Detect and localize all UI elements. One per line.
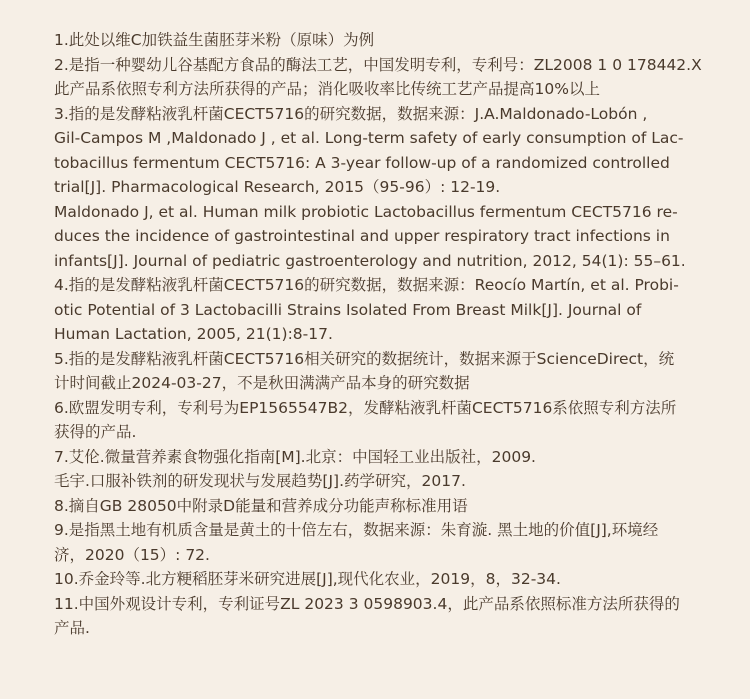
note-line: 6.欧盟发明专利，专利号为EP1565547B2，发酵粘液乳杆菌CECT5716系依照专利方法所 [54,398,677,417]
note-line: 计时间截止2024-03-27，不是秋田满满产品本身的研究数据 [54,374,470,392]
note-line: 2.是指一种婴幼儿谷基配方食品的酶法工艺，中国发明专利，专利号：ZL2008 1 0 178442.X [54,55,702,74]
note-line: 毛宇.口服补铁剂的研发现状与发展趋势[J].药学研究，2017. [54,472,466,490]
note-line: 10.乔金玲等.北方粳稻胚芽米研究进展[J],现代化农业，2019，8，32-34. [54,570,561,588]
note-line: trial[J]. Pharmacological Research, 2015（95-96）: 12-19. [54,178,501,196]
note-line: Human Lactation, 2005, 21(1):8-17. [54,325,333,343]
note-line: infants[J]. Journal of pediatric gastroenterology and nutrition, 2012, 54(1): 55–61. [54,251,686,270]
note-line: 7.艾伦.微量营养素食物强化指南[M].北京：中国轻工业出版社，2009. [54,447,536,466]
note-line: 此产品系依照专利方法所获得的产品；消化吸收率比传统工艺产品提高10%以上 [54,80,600,98]
note-line: otic Potential of 3 Lactobacilli Strains Isolated From Breast Milk[J]. Journal of [54,300,642,319]
note-line: 4.指的是发酵粘液乳杆菌CECT5716的研究数据，数据来源：Reocío Martín, et al. Probi- [54,276,679,294]
note-line: 产品. [54,619,90,637]
note-line: Gil-Campos M ,Maldonado J , et al. Long-term safety of early consumption of Lac- [54,129,684,147]
note-line: 3.指的是发酵粘液乳杆菌CECT5716的研究数据，数据来源：J.A.Maldonado-Lobón , [54,104,648,123]
note-line: 5.指的是发酵粘液乳杆菌CECT5716相关研究的数据统计，数据来源于ScienceDirect，统 [54,349,675,368]
note-line: 9.是指黑土地有机质含量是黄土的十倍左右，数据来源：朱育漩. 黑土地的价值[J],环境经 [54,521,659,539]
note-line: 11.中国外观设计专利，专利证号ZL 2023 3 0598903.4，此产品系依照标准方法所获得的 [54,594,680,613]
note-line: tobacillus fermentum CECT5716: A 3-year follow-up of a randomized controlled [54,153,670,172]
note-line: 8.摘自GB 28050中附录D能量和营养成分功能声称标准用语 [54,496,468,515]
note-line: 获得的产品. [54,423,137,441]
note-line: 济，2020（15）: 72. [54,545,210,564]
note-line: duces the incidence of gastrointestinal and upper respiratory tract infections in [54,227,670,245]
note-line: Maldonado J, et al. Human milk probiotic Lactobacillus fermentum CECT5716 re- [54,202,678,221]
note-line: 1.此处以维C加铁益生菌胚芽米粉（原味）为例 [54,31,375,49]
